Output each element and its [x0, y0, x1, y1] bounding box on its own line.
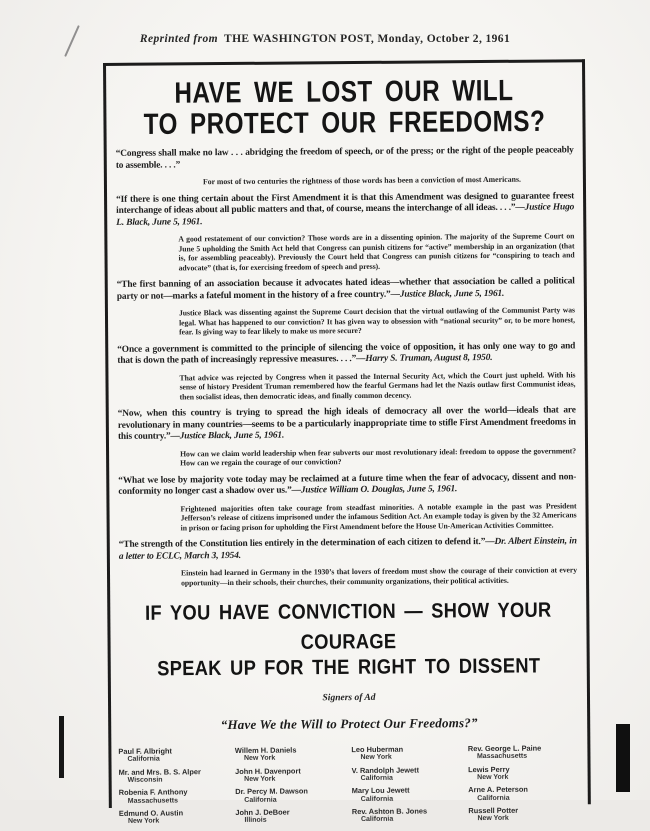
signer-entry: [352, 807, 463, 824]
signer-state: Wisconsin: [127, 776, 163, 784]
reprint-prefix: Reprinted from: [139, 33, 219, 45]
signer-name: V. Randolph Jewett: [351, 765, 420, 775]
signer-name: Robenia F. Anthony: [118, 787, 188, 798]
signer-state: California: [360, 774, 393, 782]
signer-entry: [119, 809, 230, 826]
film-edge-mark-right: [616, 724, 630, 792]
signer-entry: [468, 806, 579, 823]
quote-paragraph: “If there is one thing certain about the First Amendment it is that this Amendment was designed to guarantee freest interchange of ideas about all public matters and that, of course, means the interchange of all ideas. . . .”—Justice Hugo L. Black, June 5, 1961.: [116, 190, 575, 228]
commentary-paragraph: A good restatement of our conviction? Those words are in a dissenting opinion. The majority of the Supreme Court on June 5 upholding the Smith Act held that Congress can punish citizens for “active” membership in an organization (that is, for assembling peaceably). Previously the Court held that Congress can punish citizens for “conspiring to teach and advocate” (that is, for exercising freedom of speech and press).: [178, 231, 575, 273]
signer-state: New York: [127, 817, 160, 826]
signers-column: [468, 744, 579, 828]
ad-body: [114, 145, 579, 588]
signer-entry: [352, 787, 463, 804]
cta-line-2: SPEAK UP FOR THE RIGHT TO DISSENT: [157, 653, 541, 680]
signer-entry: [468, 786, 579, 803]
signer-name: Arne A. Peterson: [468, 784, 528, 795]
signer-name: Rev. George L. Paine: [467, 743, 542, 754]
ad-border-frame: [103, 59, 591, 826]
signer-entry: [468, 744, 579, 761]
signer-state: Massachusetts: [127, 796, 179, 805]
signer-state: New York: [244, 775, 276, 783]
quote-paragraph: “Congress shall make no law . . . abridging the freedom of speech, or of the press; or the right of the people peaceably to assemble. . . .”: [115, 145, 574, 171]
reprint-credit-line: [0, 33, 650, 45]
quote-paragraph: “Now, when this country is trying to spread the high ideals of democracy all over the world—ideals that are revolutionary in many countries—seems to be a particularly inappropriate time to stifle First Amendment freedoms in this country.”—Justice Black, June 5, 1961.: [117, 405, 576, 442]
quote-attribution: —Justice Hugo L. Black, June 5, 1961.: [116, 202, 575, 228]
cta-headline: [117, 597, 580, 682]
headline: [113, 75, 575, 141]
commentary-paragraph: Justice Black was dissenting against the Supreme Court decision that the virtual outlawing of the Communist Party was legal. What has happened to our conviction? It has given way to obsession with “national security” or, to be more honest, fear. Is giving way to fear likely to make us more secure?: [178, 305, 576, 337]
signer-state: California: [127, 755, 160, 763]
signer-name: John H. Davenport: [235, 766, 301, 776]
signer-entry: [351, 745, 462, 762]
commentary-paragraph: That advice was rejected by Congress when it passed the Internal Security Act, which the Court just upheld. With his sense of history President Truman remembered how the fearful Germans had let the Nazis outlaw first Communist ideas, then socialist ideas, then democratic ideas, and finally common decency.: [179, 369, 576, 401]
headline-line-2: TO PROTECT OUR FREEDOMS?: [143, 104, 546, 142]
signer-name: Rev. Ashton B. Jones: [351, 806, 428, 817]
quote-attribution: —Harry S. Truman, August 8, 1950.: [356, 353, 493, 365]
signers-grid: [118, 744, 581, 830]
quote-paragraph: “The first banning of an association because it advocates hated ideas—whether that association be called a political party or not—marks a fateful moment in the history of a free country.”—Justice Black, June 5, 1961.: [116, 276, 575, 302]
quote-attribution: —Justice William O. Douglas, June 5, 1961.: [291, 484, 458, 496]
cta-line-1: IF YOU HAVE CONVICTION — SHOW YOUR COURAGE: [144, 597, 552, 654]
signer-name: Russell Potter: [468, 805, 519, 816]
signer-entry: [235, 787, 346, 804]
signer-state: California: [360, 795, 394, 803]
signers-column: [118, 747, 229, 831]
signer-name: Dr. Percy M. Dawson: [235, 786, 308, 797]
signer-entry: [118, 747, 229, 764]
signer-state: New York: [360, 753, 392, 762]
signer-entry: [235, 808, 346, 825]
commentary-paragraph: Einstein had learned in Germany in the 1930’s that lovers of freedom must show the courage of their conviction at every opportunity—in their schools, their churches, their community organizations, their political activities.: [180, 565, 578, 587]
quote-paragraph: “The strength of the Constitution lies entirely in the determination of each citizen to defend it.”—Dr. Albert Einstein, in a letter to ECLC, March 3, 1954.: [118, 536, 577, 562]
signers-of-ad-label: Signers of Ad: [322, 692, 376, 704]
commentary-paragraph: Frightened majorities often take courage from steadfast minorities. A notable example in the past was President Jefferson’s release of citizens imprisoned under the infamous Sedition Act. An example today is given by the 32 Americans in prison or facing prison for upholding the First Amendment before the House Un-American Activities Committee.: [180, 500, 577, 532]
signer-entry: [468, 765, 579, 782]
signer-state: New York: [477, 773, 509, 781]
signer-entry: [352, 766, 463, 783]
commentary-paragraph: How can we claim world leadership when fear subverts our most revolutionary ideal: freedom to oppose the government? How can we regain the courage of our conviction?: [180, 445, 577, 468]
signers-column: [351, 745, 462, 829]
film-edge-mark-left: [59, 716, 64, 778]
signer-entry: [119, 788, 230, 805]
signer-name: Lewis Perry: [468, 764, 510, 774]
signer-name: Mr. and Mrs. B. S. Alper: [118, 766, 201, 777]
signer-state: California: [360, 815, 394, 824]
signer-name: Mary Lou Jewett: [351, 785, 410, 796]
signer-name: Edmund O. Austin: [118, 808, 184, 818]
signer-entry: [119, 768, 230, 785]
signer-entry: [235, 767, 346, 784]
headline-line-1: HAVE WE LOST OUR WILL: [174, 74, 514, 110]
signer-state: New York: [243, 754, 276, 763]
signer-state: New York: [477, 815, 509, 823]
reprint-source: THE WASHINGTON POST, Monday, October 2, 1961: [224, 33, 511, 45]
quote-attribution: —Justice Black, June 5, 1961.: [390, 288, 505, 300]
commentary-paragraph: For most of two centuries the rightness of those words has been a conviction of most Americans.: [202, 174, 521, 187]
signers-column: [235, 746, 346, 830]
quote-paragraph: “Once a government is committed to the principle of silencing the voice of opposition, it has only one way to go and that is down the path of increasingly repressive measures. . . .”—Harry S. Truman, August 8, 1950.: [117, 340, 576, 366]
signer-state: California: [477, 794, 510, 802]
signer-name: Willem H. Daniels: [234, 745, 297, 755]
signer-name: Leo Huberman: [351, 744, 404, 754]
signer-state: California: [244, 796, 277, 804]
signer-entry: [235, 746, 346, 763]
quote-attribution: —Justice Black, June 5, 1961.: [170, 430, 285, 442]
signer-name: John J. DeBoer: [235, 807, 290, 817]
signer-name: Paul F. Albright: [118, 746, 172, 756]
quote-attribution: —Dr. Albert Einstein, in a letter to ECLC, March 3, 1954.: [118, 536, 577, 562]
quote-paragraph: “What we lose by majority vote today may be reclaimed at a future time when the fear of advocacy, dissent and non-conformity no longer cast a shadow over us.”—Justice William O. Douglas, June 5, 1961.: [118, 471, 577, 497]
signer-state: Massachusetts: [476, 752, 528, 761]
signers-section-title: “Have We the Will to Protect Our Freedoms?”: [220, 714, 478, 733]
signer-state: Illinois: [244, 816, 267, 825]
